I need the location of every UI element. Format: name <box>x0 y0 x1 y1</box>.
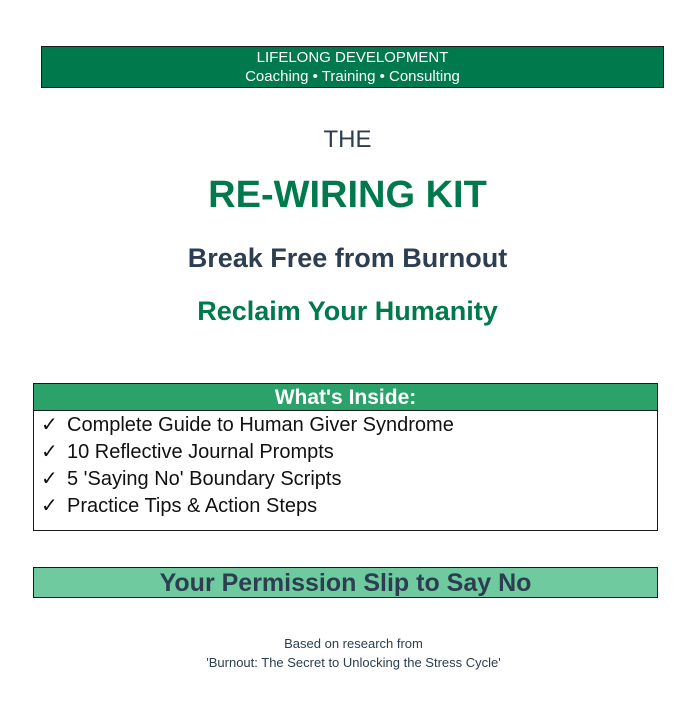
header-banner <box>41 46 664 88</box>
list-item-label: Complete Guide to Human Giver Syndrome <box>67 414 454 436</box>
whats-inside-list <box>34 411 657 519</box>
checkmark-icon: ✓ <box>41 414 58 436</box>
whats-inside-box <box>33 383 658 531</box>
header-title: LIFELONG DEVELOPMENT <box>256 49 449 66</box>
footer-citation <box>0 634 695 672</box>
checkmark-icon: ✓ <box>41 495 58 517</box>
header-tagline: Coaching • Training • Consulting <box>245 68 460 85</box>
list-item-label: 5 'Saying No' Boundary Scripts <box>67 468 342 490</box>
list-item <box>41 411 657 438</box>
checkmark-icon: ✓ <box>41 441 58 463</box>
whats-inside-heading: What's Inside: <box>34 384 657 411</box>
subtitle-humanity: Reclaim Your Humanity <box>197 296 498 326</box>
list-item <box>41 492 657 519</box>
footer-line-1: Based on research from <box>284 636 423 651</box>
list-item <box>41 465 657 492</box>
list-item-label: Practice Tips & Action Steps <box>67 495 318 517</box>
footer-line-2: 'Burnout: The Secret to Unlocking the Stress Cycle' <box>206 655 501 670</box>
list-item-label: 10 Reflective Journal Prompts <box>67 441 334 463</box>
permission-slip-banner: Your Permission Slip to Say No <box>33 567 658 598</box>
title-prefix: THE <box>323 126 372 153</box>
checkmark-icon: ✓ <box>41 468 58 490</box>
subtitle-burnout: Break Free from Burnout <box>187 243 508 273</box>
page-title: RE-WIRING KIT <box>208 174 487 216</box>
list-item <box>41 438 657 465</box>
